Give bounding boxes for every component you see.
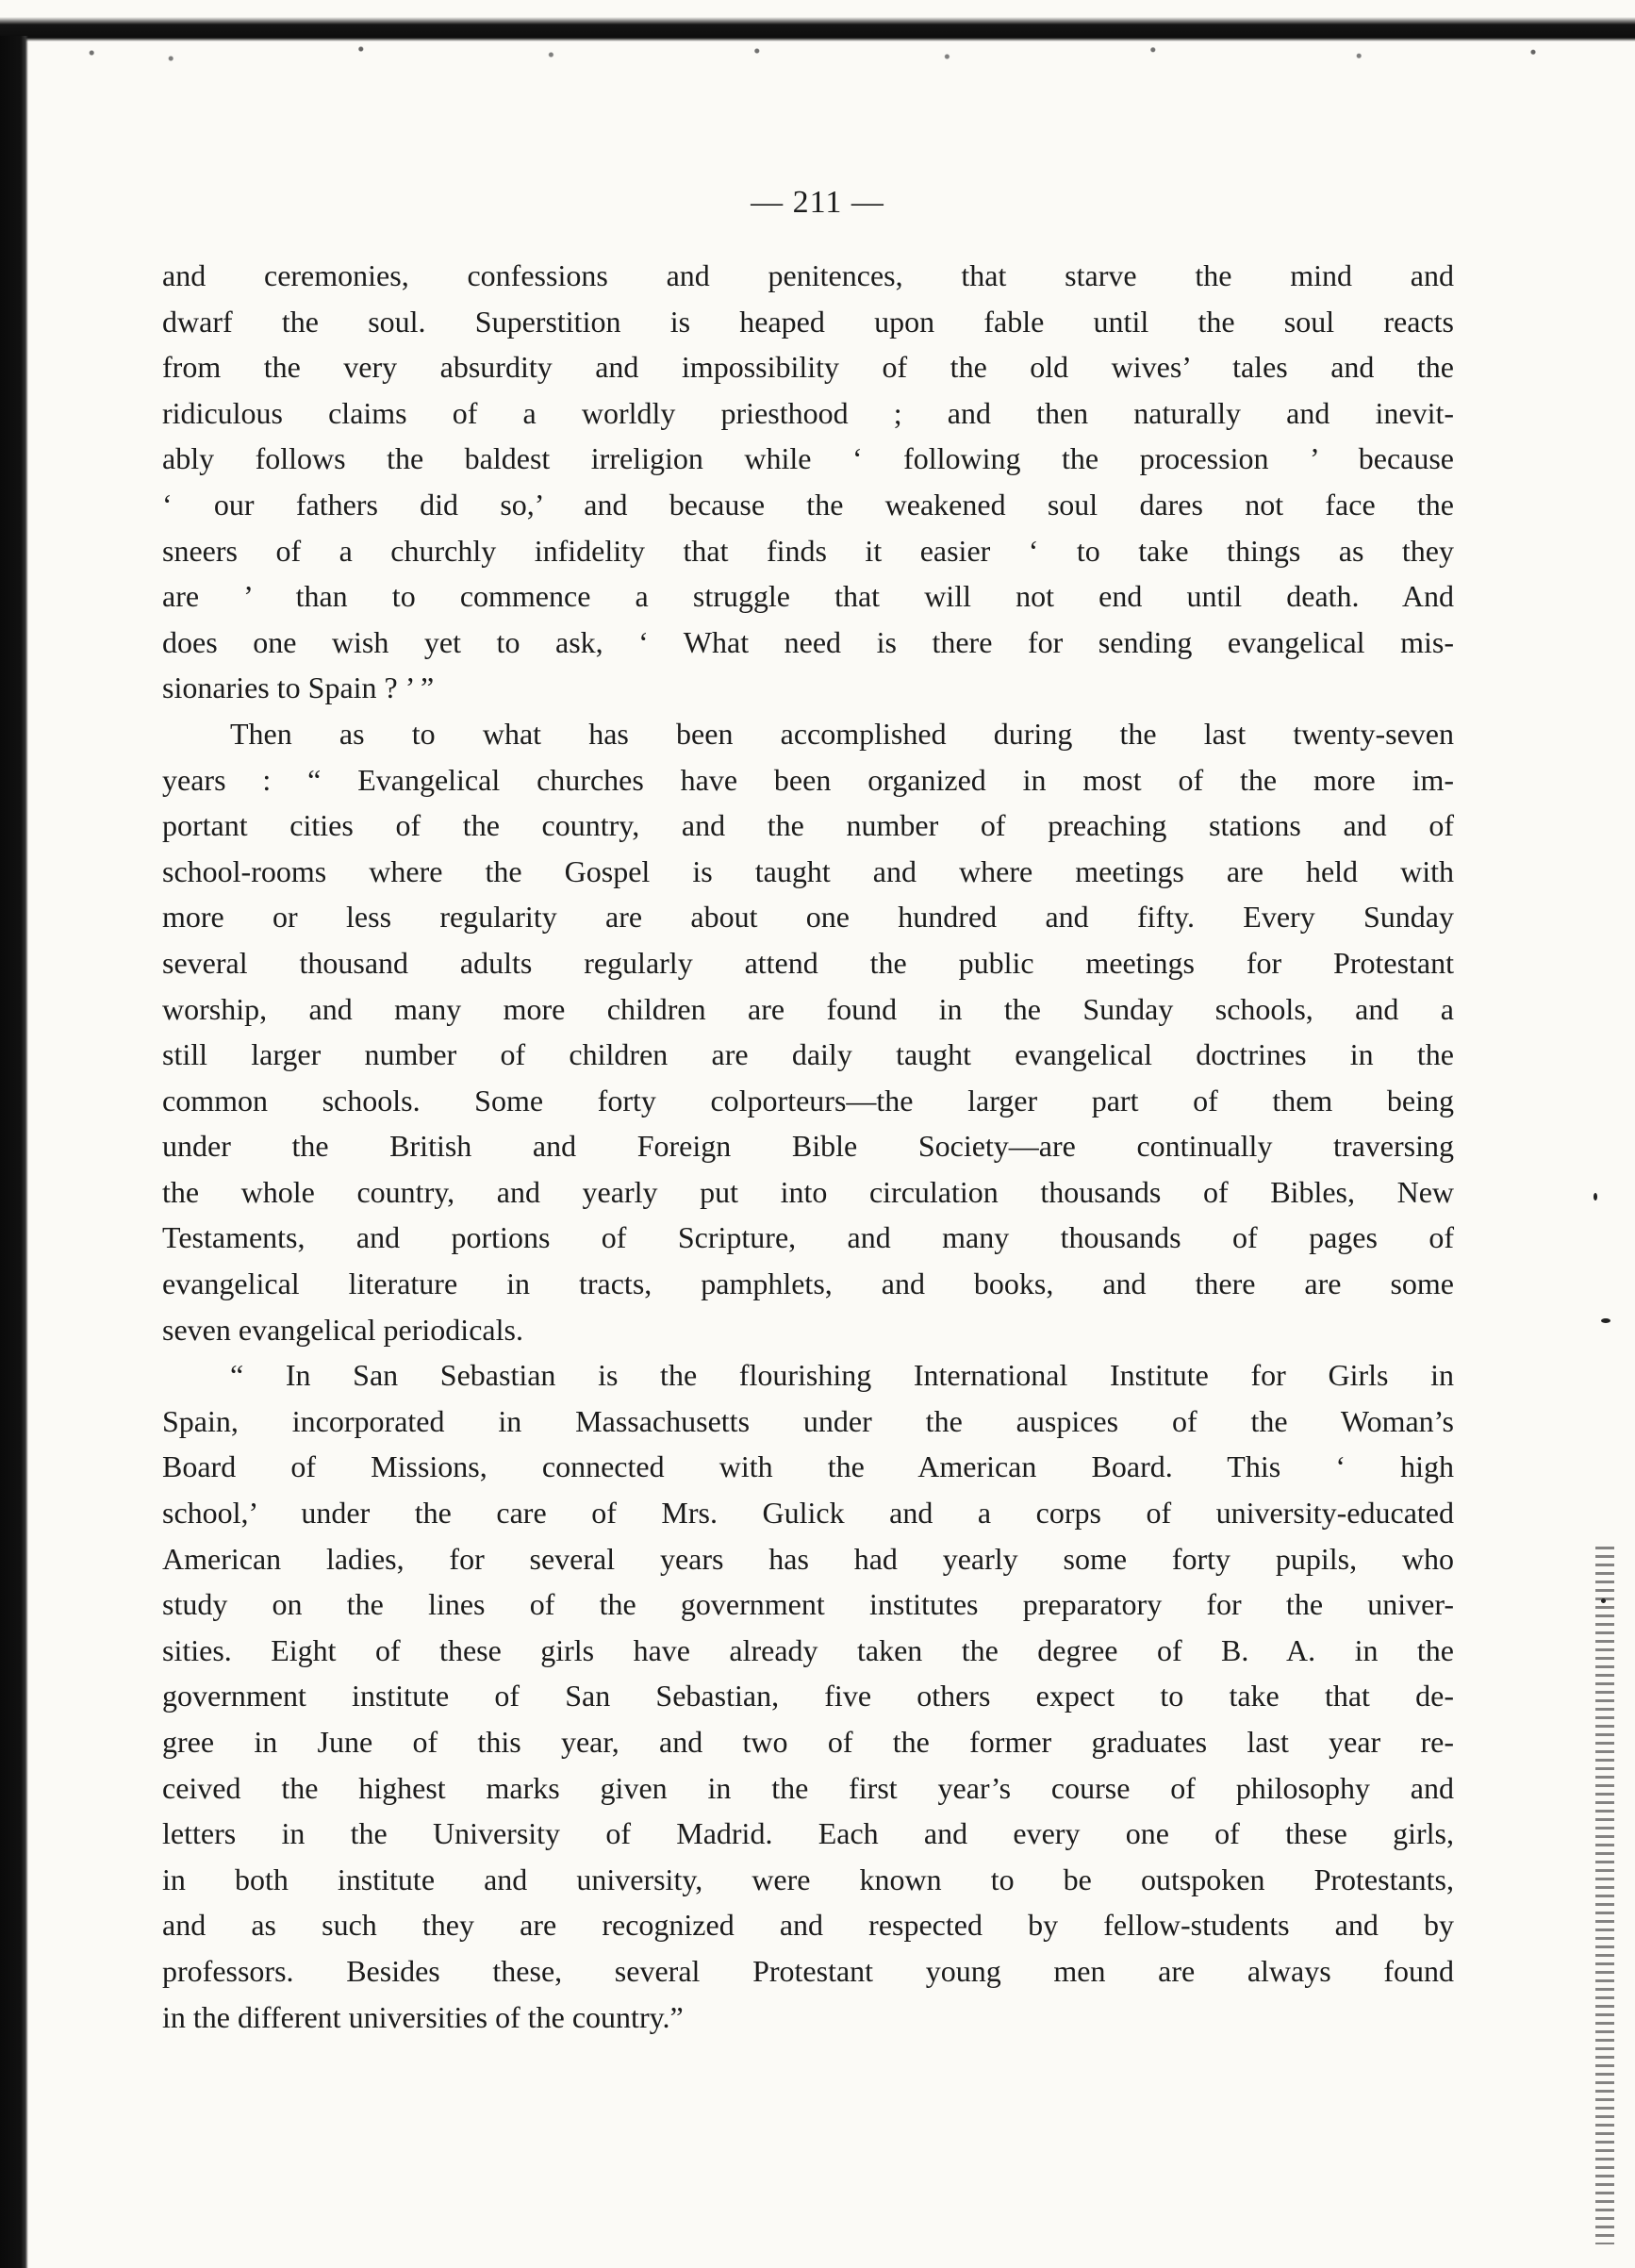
text-line: Board of Missions, connected with the American Board. This ‘ high [162, 1449, 1454, 1484]
text-line: and as such they are recognized and respected by fellow-students and by [162, 1908, 1454, 1943]
paragraph [162, 253, 1454, 711]
text-line: does one wish yet to ask, ‘ What need is there for sending evangelical mis- [162, 624, 1454, 659]
text-line: Testaments, and portions of Scripture, and many thousands of pages of [162, 1220, 1454, 1255]
text-line: Then as to what has been accomplished during the last twenty-seven [230, 716, 1454, 751]
text-line: American ladies, for several years has had yearly some forty pupils, who [162, 1541, 1454, 1576]
scan-speck [1601, 1318, 1610, 1323]
text-line: under the British and Foreign Bible Society—are continually traversing [162, 1129, 1454, 1164]
text-line: letters in the University of Madrid. Each and every one of these girls, [162, 1816, 1454, 1851]
body-text [162, 253, 1454, 2040]
text-line: still larger number of children are daily taught evangelical doctrines in the [162, 1037, 1454, 1072]
scan-top-specks [28, 41, 1612, 79]
text-line: Spain, incorporated in Massachusetts under the auspices of the Woman’s [162, 1403, 1454, 1438]
paragraph [162, 711, 1454, 1352]
text-line: dwarf the soul. Superstition is heaped upon fable until the soul reacts [162, 304, 1454, 339]
text-line: several thousand adults regularly attend the public meetings for Protestant [162, 945, 1454, 980]
text-line: seven evangelical periodicals. [162, 1312, 523, 1347]
text-line: sities. Eight of these girls have already taken the degree of B. A. in the [162, 1632, 1454, 1667]
text-line: from the very absurdity and impossibility of the old wives’ tales and the [162, 350, 1454, 385]
text-line: sionaries to Spain ? ’ ” [162, 670, 435, 705]
text-line: and ceremonies, confessions and penitences, that starve the mind and [162, 258, 1454, 292]
text-line: the whole country, and yearly put into circulation thousands of Bibles, New [162, 1174, 1454, 1209]
scan-speck [1601, 1598, 1606, 1603]
text-line: ceived the highest marks given in the first year’s course of philosophy and [162, 1770, 1454, 1805]
paragraph [162, 1352, 1454, 2040]
scan-right-margin-marks [1595, 1547, 1614, 2244]
text-line: common schools. Some forty colporteurs—the larger part of them being [162, 1083, 1454, 1117]
text-line: gree in June of this year, and two of the former graduates last year re- [162, 1725, 1454, 1759]
text-line: evangelical literature in tracts, pamphlets, and books, and there are some [162, 1266, 1454, 1301]
text-line: years : “ Evangelical churches have been organized in most of the more im- [162, 762, 1454, 797]
text-line: ‘ our fathers did so,’ and because the weakened soul dares not face the [162, 487, 1454, 521]
text-line: school,’ under the care of Mrs. Gulick and a corps of university-educated [162, 1496, 1454, 1531]
scan-top-edge [0, 0, 1635, 41]
text-line: portant cities of the country, and the number of preaching stations and of [162, 808, 1454, 843]
text-line: worship, and many more children are found in the Sunday schools, and a [162, 991, 1454, 1026]
text-line: study on the lines of the government institutes preparatory for the univer- [162, 1587, 1454, 1622]
scan-binding-edge [0, 36, 28, 2268]
text-line: ably follows the baldest irreligion while ‘ following the procession ’ because [162, 441, 1454, 476]
scan-speck [1594, 1193, 1597, 1200]
text-line: more or less regularity are about one hundred and fifty. Every Sunday [162, 900, 1454, 935]
text-line: sneers of a churchly infidelity that finds it easier ‘ to take things as they [162, 533, 1454, 568]
text-line: professors. Besides these, several Protestant young men are always found [162, 1953, 1454, 1988]
text-line: are ’ than to commence a struggle that will not end until death. And [162, 579, 1454, 614]
text-line: in both institute and university, were known to be outspoken Protestants, [162, 1862, 1454, 1896]
page-number: — 211 — [751, 185, 884, 220]
text-line: ridiculous claims of a worldly priesthood ; and then naturally and inevit- [162, 395, 1454, 430]
text-line: school-rooms where the Gospel is taught and where meetings are held with [162, 853, 1454, 888]
text-line: in the different universities of the country.” [162, 1999, 684, 2034]
text-line: “ In San Sebastian is the flourishing International Institute for Girls in [230, 1358, 1454, 1393]
text-line: government institute of San Sebastian, five others expect to take that de- [162, 1679, 1454, 1713]
